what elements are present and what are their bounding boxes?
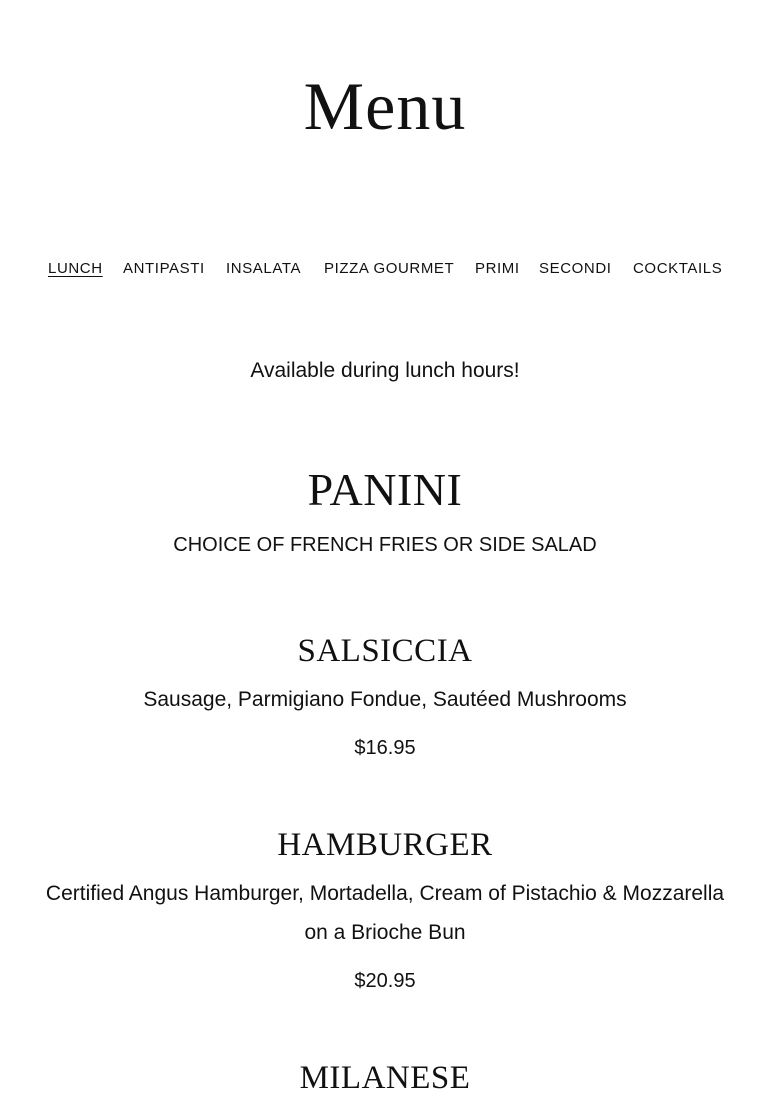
tab-primi[interactable]: PRIMI	[475, 260, 520, 277]
menu-tagline: Available during lunch hours!	[250, 359, 520, 382]
tab-insalata[interactable]: INSALATA	[226, 260, 302, 277]
section-title: PANINI	[307, 464, 463, 515]
tab-cocktails[interactable]: COCKTAILS	[633, 260, 723, 277]
menu-item-description: Sausage, Parmigiano Fondue, Sautéed Mushrooms	[143, 688, 627, 711]
menu-item-description: Certified Angus Hamburger, Mortadella, Cream of Pistachio & Mozzarella on a Brioche Bun	[45, 882, 725, 944]
tab-lunch[interactable]: LUNCH	[48, 260, 103, 277]
menu-item-name: HAMBURGER	[277, 827, 493, 863]
menu-item-name: SALSICCIA	[297, 633, 473, 669]
menu-item-price: $16.95	[354, 737, 416, 759]
menu-item-price: $20.95	[354, 970, 416, 992]
page-title: Menu	[303, 68, 467, 144]
menu-category-nav	[0, 258, 770, 280]
tab-pizza-gourmet[interactable]: PIZZA GOURMET	[324, 260, 455, 277]
section-subtitle: CHOICE OF FRENCH FRIES OR SIDE SALAD	[173, 534, 597, 556]
menu-item-name: MILANESE	[299, 1060, 471, 1096]
tab-antipasti[interactable]: ANTIPASTI	[123, 260, 205, 277]
tab-secondi[interactable]: SECONDI	[539, 260, 612, 277]
